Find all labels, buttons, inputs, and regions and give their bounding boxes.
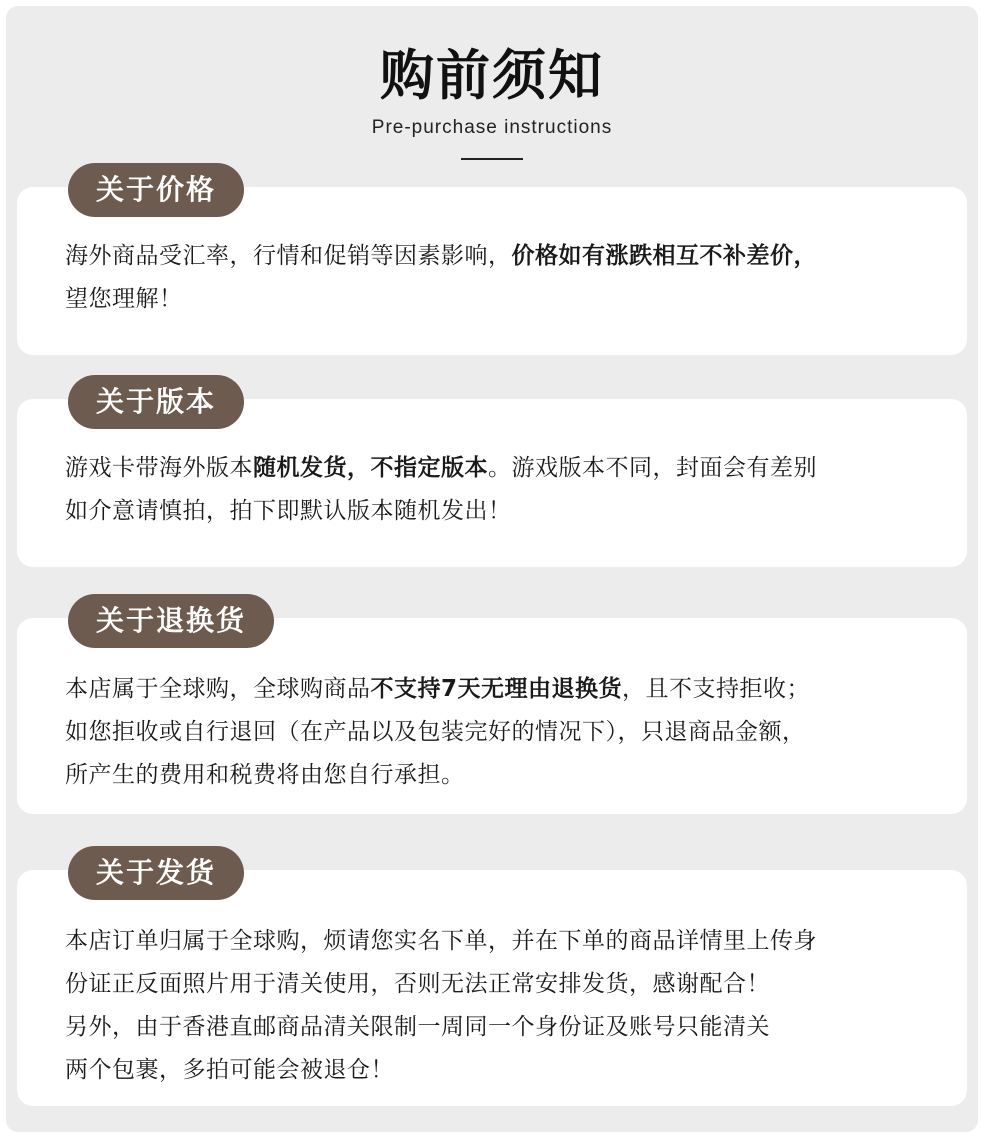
returns-text	[65, 668, 945, 797]
page-title: 购前须知	[380, 44, 604, 107]
version-line-1-c: 。游戏版本不同，封面会有差别	[488, 455, 817, 481]
title-divider	[461, 158, 523, 160]
price-line-1-normal: 海外商品受汇率，行情和促销等因素影响，	[65, 243, 512, 269]
version-text	[65, 447, 945, 533]
shipping-line-3: 另外，由于香港直邮商品清关限制一周同一个身份证及账号只能清关	[65, 1014, 770, 1040]
shipping-tag: 关于发货	[68, 846, 244, 900]
version-line-1-a: 游戏卡带海外版本	[65, 455, 253, 481]
shipping-line-2: 份证正反面照片用于清关使用，否则无法正常安排发货，感谢配合！	[65, 971, 770, 997]
shipping-card	[17, 870, 967, 1106]
version-tag: 关于版本	[68, 375, 244, 429]
price-line-2: 望您理解！	[65, 286, 183, 312]
version-line-1	[65, 447, 945, 490]
shipping-line-1: 本店订单归属于全球购，烦请您实名下单，并在下单的商品详情里上传身	[65, 928, 817, 954]
returns-line-1-bold: 不支持7天无理由退换货	[370, 676, 623, 702]
returns-line-3: 所产生的费用和税费将由您自行承担。	[65, 762, 465, 788]
returns-line-1-c: ，且不支持拒收；	[622, 676, 811, 702]
price-tag: 关于价格	[68, 163, 244, 217]
returns-line-1	[65, 668, 945, 711]
returns-tag: 关于退换货	[68, 594, 274, 648]
price-line-1	[65, 235, 945, 278]
header	[6, 6, 978, 166]
price-line-1-bold: 价格如有涨跌相互不补差价，	[511, 243, 817, 269]
version-line-2: 如介意请慎拍，拍下即默认版本随机发出！	[65, 498, 512, 524]
price-text	[65, 235, 945, 321]
returns-line-1-a: 本店属于全球购，全球购商品	[65, 676, 371, 702]
page-subtitle: Pre-purchase instructions	[371, 117, 613, 138]
shipping-text	[65, 920, 945, 1092]
notice-panel	[6, 6, 978, 1132]
returns-line-2: 如您拒收或自行退回（在产品以及包装完好的情况下），只退商品金额，	[65, 719, 806, 745]
version-line-1-bold: 随机发货，不指定版本	[253, 455, 488, 481]
shipping-line-4: 两个包裹，多拍可能会被退仓！	[65, 1057, 394, 1083]
